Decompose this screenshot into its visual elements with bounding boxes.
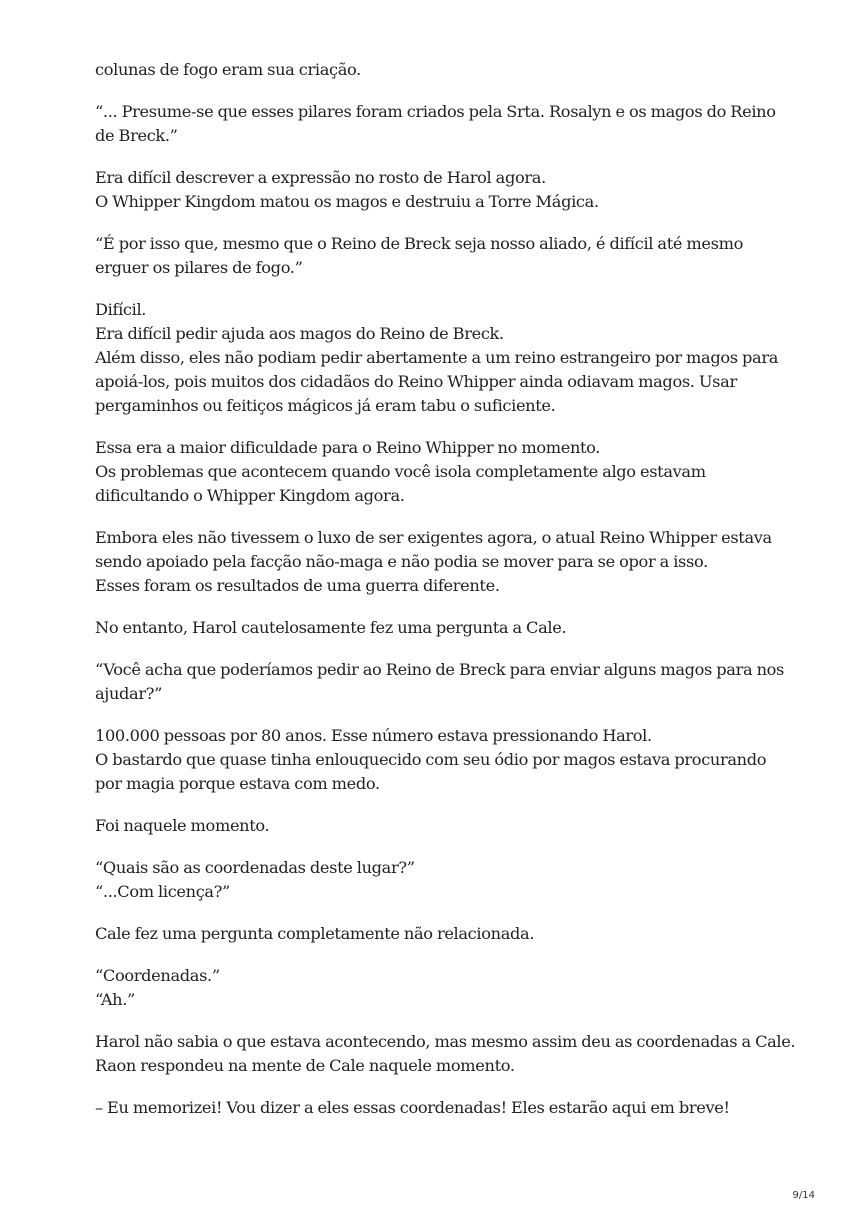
text-line: “...Com licença?” [95,882,230,901]
text-line: apoiá-los, pois muitos dos cidadãos do Reino Whipper ainda odiavam magos. Usar [95,372,737,391]
paragraph [95,166,795,214]
paragraph [95,616,795,640]
document-body [95,58,795,1138]
paragraph [95,1030,795,1078]
text-line: Harol não sabia o que estava acontecendo, mas mesmo assim deu as coordenadas a Cale. [95,1032,796,1051]
text-line: Além disso, eles não podiam pedir abertamente a um reino estrangeiro por magos para [95,348,779,367]
paragraph [95,814,795,838]
text-line: Embora eles não tivessem o luxo de ser exigentes agora, o atual Reino Whipper estava [95,528,772,547]
text-line: pergaminhos ou feitiços mágicos já eram tabu o suficiente. [95,396,556,415]
paragraph [95,232,795,280]
text-line: ajudar?” [95,684,163,703]
text-line: Essa era a maior dificuldade para o Reino Whipper no momento. [95,438,601,457]
text-line: Os problemas que acontecem quando você isola completamente algo estavam [95,462,706,481]
text-line: de Breck.” [95,126,178,145]
text-line: erguer os pilares de fogo.” [95,258,303,277]
paragraph [95,922,795,946]
text-line: “Você acha que poderíamos pedir ao Reino de Breck para enviar alguns magos para nos [95,660,785,679]
text-line: dificultando o Whipper Kingdom agora. [95,486,405,505]
text-line: Era difícil descrever a expressão no rosto de Harol agora. [95,168,546,187]
paragraph [95,964,795,1012]
text-line: Esses foram os resultados de uma guerra diferente. [95,576,500,595]
text-line: “Coordenadas.” [95,966,220,985]
paragraph [95,298,795,418]
paragraph [95,436,795,508]
text-line: por magia porque estava com medo. [95,774,380,793]
text-line: “... Presume-se que esses pilares foram criados pela Srta. Rosalyn e os magos do Reino [95,102,776,121]
text-line: sendo apoiado pela facção não-maga e não podia se mover para se opor a isso. [95,552,708,571]
text-line: “É por isso que, mesmo que o Reino de Breck seja nosso aliado, é difícil até mesmo [95,234,743,253]
text-line: 100.000 pessoas por 80 anos. Esse número estava pressionando Harol. [95,726,652,745]
text-line: “Ah.” [95,990,135,1009]
text-line: Difícil. [95,300,147,319]
paragraph [95,856,795,904]
paragraph [95,100,795,148]
text-line: Era difícil pedir ajuda aos magos do Reino de Breck. [95,324,504,343]
text-line: – Eu memorizei! Vou dizer a eles essas coordenadas! Eles estarão aqui em breve! [95,1098,730,1117]
paragraph [95,1096,795,1120]
paragraph [95,658,795,706]
paragraph [95,724,795,796]
text-line: colunas de fogo eram sua criação. [95,60,361,79]
text-line: O Whipper Kingdom matou os magos e destruiu a Torre Mágica. [95,192,599,211]
text-line: “Quais são as coordenadas deste lugar?” [95,858,415,877]
paragraph [95,526,795,598]
text-line: Cale fez uma pergunta completamente não relacionada. [95,924,535,943]
paragraph [95,58,795,82]
text-line: No entanto, Harol cautelosamente fez uma pergunta a Cale. [95,618,567,637]
text-line: Raon respondeu na mente de Cale naquele momento. [95,1056,515,1075]
text-line: Foi naquele momento. [95,816,270,835]
page-number: 9/14 [792,1190,815,1201]
text-line: O bastardo que quase tinha enlouquecido com seu ódio por magos estava procurando [95,750,767,769]
